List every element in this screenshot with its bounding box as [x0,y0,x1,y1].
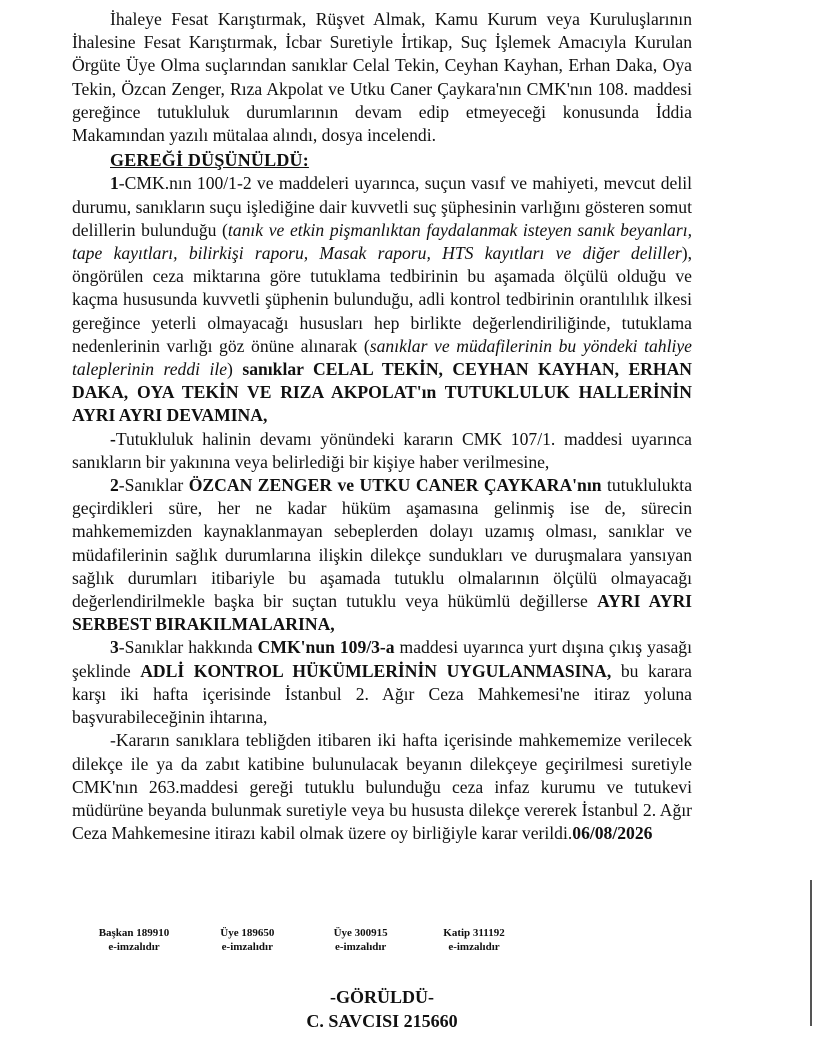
intro-paragraph: İhaleye Fesat Karıştırmak, Rüşvet Almak, Kamu Kurum veya Kuruluşlarının İhalesine Fesat Karıştırmak, İcbar Suretiyle İrtikap, Suç İşlemek Amacıyla Kurulan Örgüte Üye Olma suçlarından sanıklar Celal Tekin, Ceyhan Kayhan, Erhan Daka, Oya Tekin, Özcan Zenger, Rıza Akpolat ve Utku Caner Çaykara'nın CMK'nın 108. maddesi gereğince tutukluluk durumlarının devam edip etmeyeceği konusunda İddia Makamından yazılı mütalaa alındı, dosya incelendi. [72,9,692,146]
legal-article: CMK'nun 109/3-a [257,637,395,658]
released-defendants: ÖZCAN ZENGER ve UTKU CANER ÇAYKARA'nın [188,475,602,496]
signature-clerk: Katip 311192 e-imzalıdır [443,927,505,953]
decision-document [72,8,692,845]
paragraph-3: 3-Sanıklar hakkında CMK'nun 109/3-a maddesi uyarınca yurt dışına çıkış yasağı şeklinde ADLİ KONTROL HÜKÜMLERİNİN UYGULANMASINA, bu karara karşı iki hafta içerisinde İstanbul 2. Ağır Ceza Mahkemesi'ne itiraz yoluna başvurabileceğinin ihtarına, [72,637,692,728]
item-number-3: 3 [110,637,119,658]
prosecutor-footer [232,985,532,1033]
seen-label: -GÖRÜLDÜ- [330,987,434,1007]
signature-chair: Başkan 189910 e-imzalıdır [98,927,170,953]
judicial-control-ruling: ADLİ KONTROL HÜKÜMLERİNİN UYGULANMASINA, [140,660,612,681]
signature-member-2: Üye 300915 e-imzalıdır [333,927,388,953]
release-ruling: AYRI AYRI SERBEST BIRAKILMALARINA, [72,591,693,635]
prosecutor-label: C. SAVCISI 215660 [306,1011,458,1031]
page-edge-divider [810,880,812,1026]
decision-date: 06/08/2026 [572,823,653,844]
paragraph-1b: -Tutukluluk halinin devamı yönündeki kararın CMK 107/1. maddesi uyarınca sanıkların bir yakınına veya belirlediği bir kişiye haber verilmesine, [72,428,692,472]
decision-heading: GEREĞİ DÜŞÜNÜLDÜ: [110,150,309,171]
paragraph-4: -Kararın sanıklara tebliğden itibaren iki hafta içerisinde mahkememize verilecek dilekçe ile ya da zabıt katibine bulunulacak beyanın dilekçeye geçirilmesi suretiyle CMK'nın 263.maddesi gereği tutuklu bulunduğu ceza infaz kurumu ve tutukevi müdürüne beyanda bulunmak suretiyle veya bu hususta dilekçe vererek İstanbul 2. Ağır Ceza Mahkemesine itirazı kabil olmak üzere oy birliğiyle karar verildi.06/08/2026 [72,730,692,844]
paragraph-1: 1-CMK.nın 100/1-2 ve maddeleri uyarınca, suçun vasıf ve mahiyeti, mevcut delil durumu, sanıkların suçu işlediğine dair kuvvetli suç şüphesinin varlığını gösteren somut delillerin bulunduğu (tanık ve etkin pişmanlıktan faydalanmak isteyen sanık beyanları, tape kayıtları, bilirkişi raporu, Masak raporu, HTS kayıtları ve diğer deliller), öngörülen ceza miktarına göre tutuklama tedbirinin bu aşamada ölçülü olduğu ve kaçma hususunda kuvvetli şüphenin bulunduğu, adli kontrol tedbirinin orantılılık ilkesi gereğince yeterli olmayacağı hususları hep birlikte değerlendiriliğinde, tutuklama nedenlerinin varlığı göz önüne alınarak (sanıklar ve müdafilerinin bu yöndeki tahliye taleplerinin reddi ile) sanıklar CELAL TEKİN, CEYHAN KAYHAN, ERHAN DAKA, OYA TEKİN VE RIZA AKPOLAT'ın TUTUKLULUK HALLERİNİN AYRI AYRI DEVAMINA, [72,173,692,426]
item-number-1: 1 [110,173,119,194]
item-number-2: 2 [110,475,119,496]
signature-row [84,926,524,954]
paragraph-2: 2-Sanıklar ÖZCAN ZENGER ve UTKU CANER ÇAYKARA'nın tutuklulukta geçirdikleri süre, her ne kadar hüküm aşamasına gelinmiş ise de, sürecin mahkememizden kaynaklanmayan sebeplerden dolayı uzamış olması, sanıklar ve müdafilerinin sağlık durumlarına ilişkin dilekçe sundukları ve duruşmalara yansıyan sağlık durumları itibariyle bu aşamada tutuklu olmalarının ölçülü olmayacağı değerlendirilmekle başka bir suçtan tutuklu veya hükümlü değillerse AYRI AYRI SERBEST BIRAKILMALARINA, [72,475,693,635]
detention-continuation-ruling: sanıklar CELAL TEKİN, CEYHAN KAYHAN, ERHAN DAKA, OYA TEKİN VE RIZA AKPOLAT'ın TUTUKLULUK HALLERİNİN AYRI AYRI DEVAMINA, [72,359,692,426]
signature-member-1: Üye 189650 e-imzalıdır [220,927,275,953]
